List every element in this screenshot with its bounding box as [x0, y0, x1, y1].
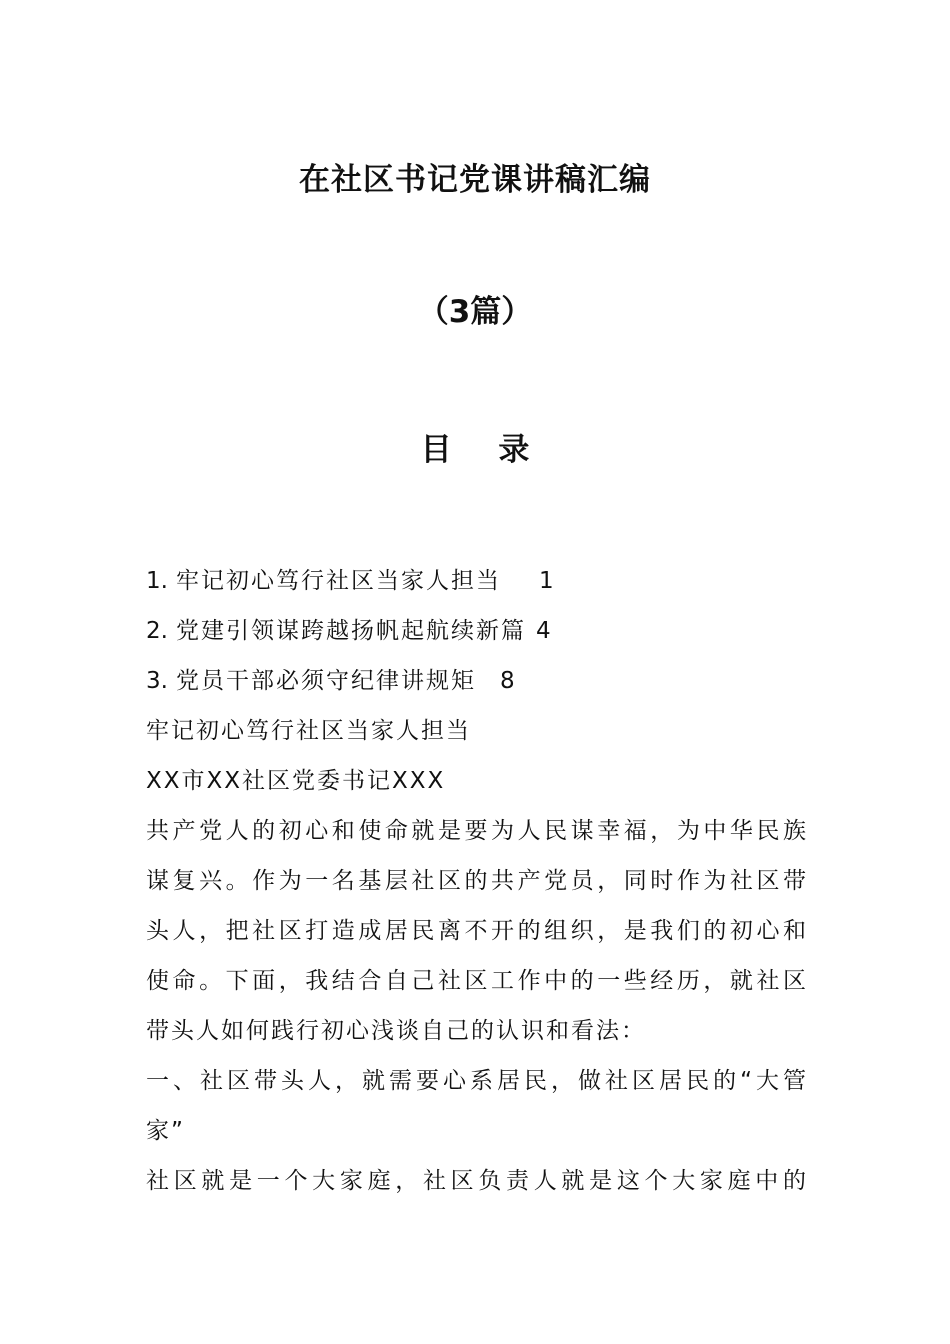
- article-author: XX市XX社区党委书记XXX: [146, 768, 446, 794]
- toc-item[interactable]: [146, 556, 808, 606]
- paragraph-line: 头人，把社区打造成居民离不开的组织，是我们的初心和: [146, 918, 808, 944]
- section-heading-line: 家”: [146, 1118, 185, 1144]
- document-subtitle: （3篇）: [417, 294, 533, 330]
- section-heading-line: 一、社区带头人，就需要心系居民，做社区居民的“大管: [146, 1068, 808, 1094]
- toc-item-page: 1: [538, 568, 554, 594]
- toc-heading: 目 录: [420, 432, 548, 468]
- paragraph-line: 带头人如何践行初心浅谈自己的认识和看法：: [146, 1018, 646, 1044]
- toc-item-page: 4: [535, 618, 551, 644]
- section-body-line: 社区就是一个大家庭，社区负责人就是这个大家庭中的: [146, 1168, 808, 1194]
- toc-item-title: 牢记初心笃行社区当家人担当: [175, 568, 501, 594]
- paragraph-line: 使命。下面，我结合自己社区工作中的一些经历，就社区: [146, 968, 808, 994]
- document-title: 在社区书记党课讲稿汇编: [299, 162, 651, 198]
- toc-item-title: 党建引领谋跨越扬帆起航续新篇: [175, 618, 526, 644]
- toc-item-number: 2.: [146, 618, 168, 644]
- toc-item[interactable]: [146, 656, 808, 706]
- toc-item[interactable]: [146, 606, 808, 656]
- document-body: [146, 556, 808, 1206]
- paragraph-line: 谋复兴。作为一名基层社区的共产党员，同时作为社区带: [146, 868, 808, 894]
- toc-item-title: 党员干部必须守纪律讲规矩: [175, 668, 476, 694]
- article-title: 牢记初心笃行社区当家人担当: [146, 718, 471, 744]
- paragraph-line: 共产党人的初心和使命就是要为人民谋幸福，为中华民族: [146, 818, 808, 844]
- toc-item-page: 8: [499, 668, 515, 694]
- toc-item-number: 1.: [146, 568, 168, 594]
- toc-item-number: 3.: [146, 668, 168, 694]
